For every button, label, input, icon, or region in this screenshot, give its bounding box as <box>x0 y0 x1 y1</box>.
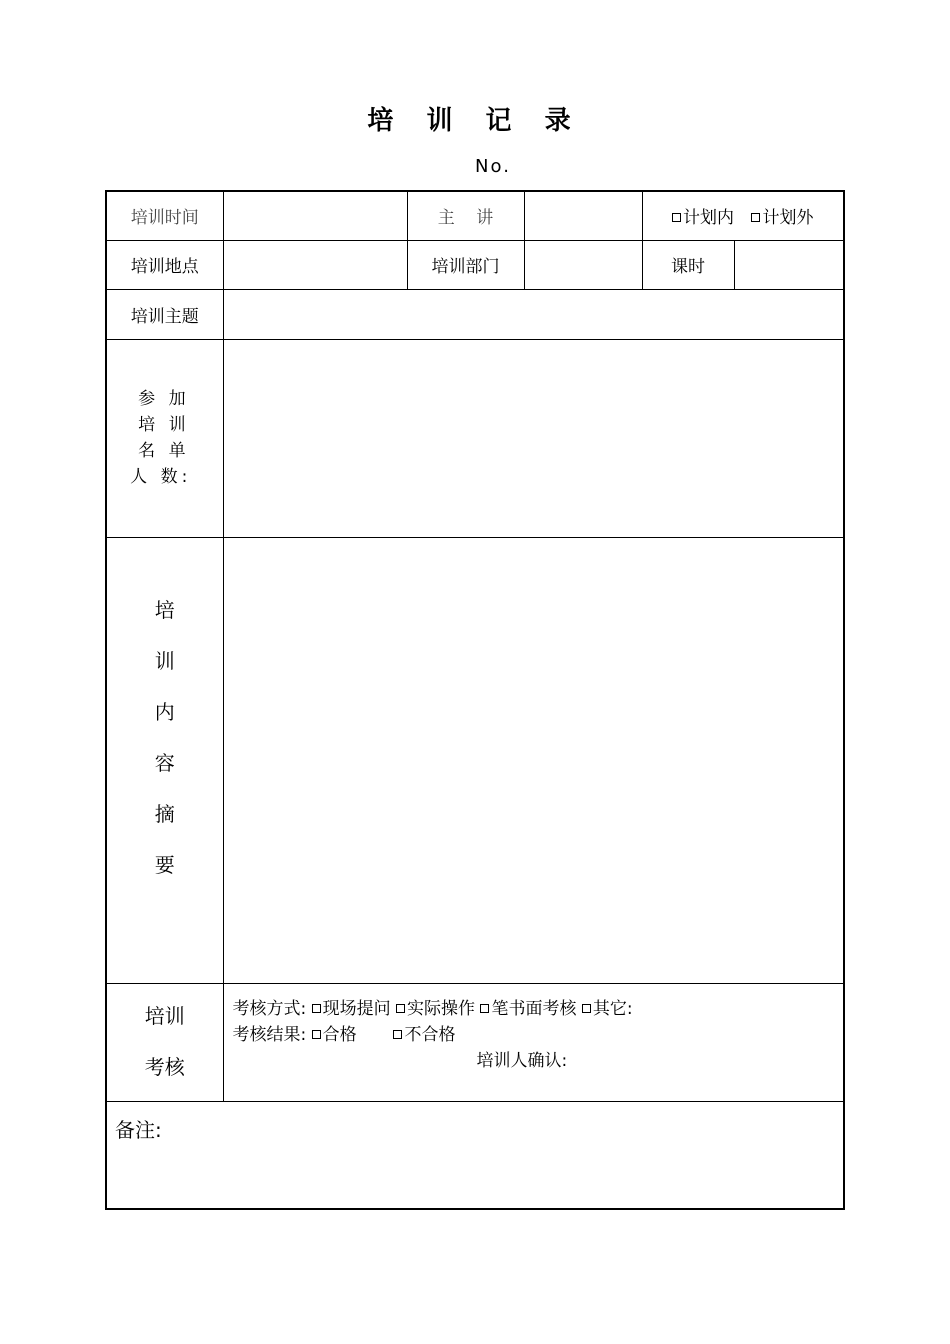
training-topic-label: 培训主题 <box>106 289 223 339</box>
training-place-field[interactable] <box>223 240 407 289</box>
row-assessment <box>106 983 844 1101</box>
assessment-label <box>106 983 223 1101</box>
result-label: 考核结果: <box>232 1025 307 1045</box>
checkbox-icon[interactable] <box>312 1030 321 1039</box>
record-number-label: No. <box>475 156 511 177</box>
class-hours-field[interactable] <box>734 240 844 289</box>
checkbox-icon[interactable] <box>480 1004 489 1013</box>
content-label-char: 容 <box>154 751 175 775</box>
class-hours-label: 课时 <box>642 240 734 289</box>
assessment-body <box>223 983 844 1101</box>
content-label-char: 内 <box>154 700 175 724</box>
row-place-dept <box>106 240 844 289</box>
plan-outside-option[interactable]: 计划外 <box>751 208 813 228</box>
method-option-onsite[interactable]: 现场提问 <box>312 999 391 1019</box>
remark-field[interactable] <box>106 1101 844 1209</box>
remark-label: 备注: <box>115 1117 162 1142</box>
plan-type-cell <box>642 191 844 240</box>
training-record-table <box>105 190 845 1210</box>
content-summary-label <box>106 537 223 983</box>
training-time-field[interactable] <box>223 191 407 240</box>
row-remark <box>106 1101 844 1209</box>
lecturer-label: 主 讲 <box>407 191 524 240</box>
form-title: 培 训 记 录 <box>367 106 583 136</box>
checkbox-icon[interactable] <box>312 1004 321 1013</box>
result-option-pass[interactable]: 合格 <box>312 1025 357 1045</box>
content-label-char: 培 <box>154 598 175 622</box>
result-option-fail[interactable]: 不合格 <box>393 1025 455 1045</box>
training-topic-field[interactable] <box>223 289 844 339</box>
content-label-char: 要 <box>154 853 175 877</box>
attendees-label-line: 人 数: <box>130 467 192 487</box>
method-option-written[interactable]: 笔书面考核 <box>480 999 576 1019</box>
row-attendees <box>106 339 844 537</box>
content-label-char: 训 <box>154 649 175 673</box>
assessment-label-line: 培训 <box>144 1004 185 1028</box>
method-label: 考核方式: <box>232 999 307 1019</box>
trainee-confirm-label: 培训人确认: <box>476 1051 568 1071</box>
training-time-label: 培训时间 <box>106 191 223 240</box>
row-time-lecturer <box>106 191 844 240</box>
attendees-field[interactable] <box>223 339 844 537</box>
attendees-label-line: 名 单 <box>138 441 190 461</box>
row-content <box>106 537 844 983</box>
assessment-method-line <box>233 996 844 1022</box>
checkbox-icon[interactable] <box>393 1030 402 1039</box>
training-dept-field[interactable] <box>524 240 642 289</box>
content-summary-field[interactable] <box>223 537 844 983</box>
attendees-label <box>106 339 223 537</box>
method-option-other[interactable]: 其它: <box>582 999 633 1019</box>
checkbox-icon[interactable] <box>672 213 681 222</box>
attendees-label-line: 培 训 <box>138 415 190 435</box>
row-topic <box>106 289 844 339</box>
assessment-result-line <box>233 1022 844 1048</box>
plan-inside-option[interactable]: 计划内 <box>672 208 734 228</box>
training-place-label: 培训地点 <box>106 240 223 289</box>
method-option-practical[interactable]: 实际操作 <box>396 999 475 1019</box>
training-dept-label: 培训部门 <box>407 240 524 289</box>
checkbox-icon[interactable] <box>582 1004 591 1013</box>
checkbox-icon[interactable] <box>396 1004 405 1013</box>
assessment-label-line: 考核 <box>144 1055 185 1079</box>
attendees-label-line: 参 加 <box>138 389 190 409</box>
checkbox-icon[interactable] <box>751 213 760 222</box>
lecturer-field[interactable] <box>524 191 642 240</box>
content-label-char: 摘 <box>154 802 175 826</box>
